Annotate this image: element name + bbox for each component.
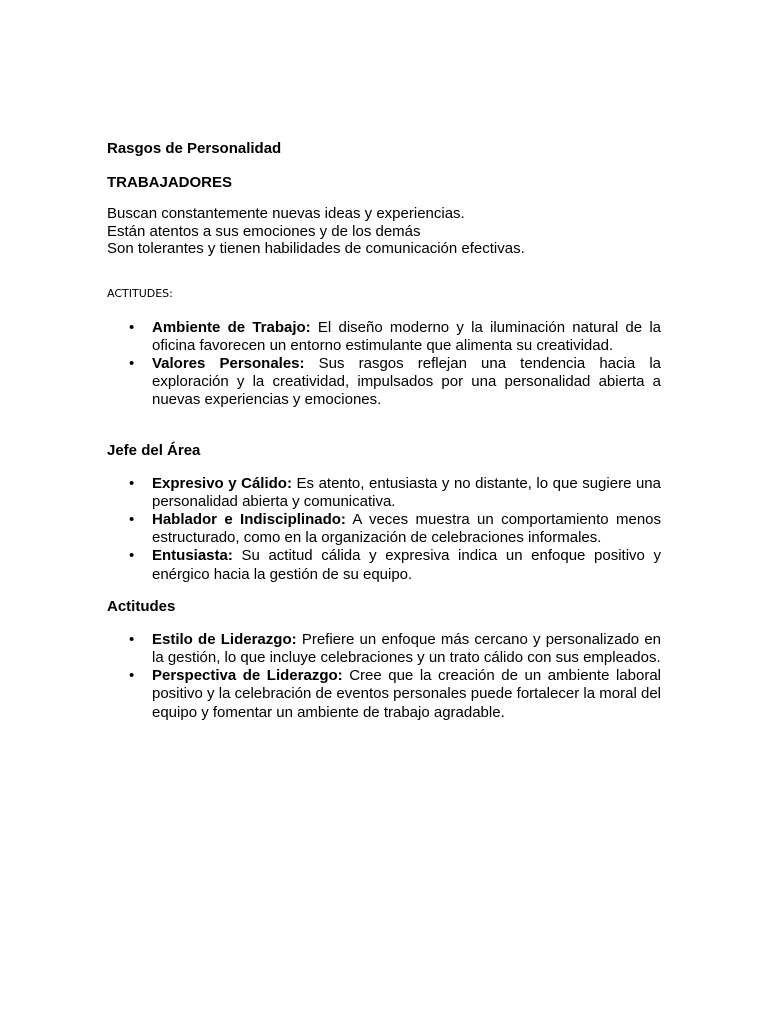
workers-traits xyxy=(107,205,661,258)
bullet-icon: • xyxy=(129,510,135,528)
list-item-term: Expresivo y Cálido: xyxy=(152,474,292,492)
list-item-text: Sus rasgos reflejan una tendencia hacia la exploración y la creatividad, impulsados por una personalidad abierta a nuevas experiencias y emociones. xyxy=(152,354,661,409)
bullet-icon: • xyxy=(129,354,135,372)
list-item-text: Cree que la creación de un ambiente laboral positivo y la celebración de eventos personales puede fortalecer la moral del equipo y fomentar un ambiente de trabajo agradable. xyxy=(152,667,661,721)
list-item-term: Entusiasta: xyxy=(152,547,233,565)
boss-attitudes-heading: Actitudes xyxy=(107,597,176,615)
bullet-icon: • xyxy=(129,547,135,565)
workers-trait-line: Son tolerantes y tienen habilidades de comunicación efectivas. xyxy=(107,240,525,257)
list-item-term: Perspectiva de Liderazgo: xyxy=(152,667,343,685)
boss-attitudes-list xyxy=(107,631,661,722)
list-item xyxy=(107,547,661,583)
list-item-text: El diseño moderno y la iluminación natural de la oficina favorecen un entorno estimulante que alimenta su creatividad. xyxy=(152,318,661,354)
list-item xyxy=(107,511,661,547)
document-content xyxy=(107,139,661,722)
boss-heading: Jefe del Área xyxy=(107,441,201,459)
list-item-term: Ambiente de Trabajo: xyxy=(152,318,311,336)
list-item-text: Prefiere un enfoque más cercano y personalizado en la gestión, lo que incluye celebraciones y un trato cálido con sus empleados. xyxy=(152,630,661,666)
list-item-term: Estilo de Liderazgo: xyxy=(152,630,297,648)
list-item xyxy=(107,319,661,355)
workers-attitudes-label: ACTITUDES: xyxy=(107,286,173,300)
bullet-icon: • xyxy=(129,318,135,336)
list-item-text: Su actitud cálida y expresiva indica un enfoque positivo y enérgico hacia la gestión de su equipo. xyxy=(152,547,661,583)
list-item xyxy=(107,631,661,667)
list-item-term: Hablador e Indisciplinado: xyxy=(152,510,346,528)
workers-heading: TRABAJADORES xyxy=(107,174,233,191)
boss-traits-list xyxy=(107,475,661,584)
document-title: Rasgos de Personalidad xyxy=(107,140,282,157)
list-item xyxy=(107,475,661,511)
list-item-text: A veces muestra un comportamiento menos estructurado, como en la organización de celebraciones informales. xyxy=(152,510,661,547)
bullet-icon: • xyxy=(129,667,135,685)
workers-attitudes-list xyxy=(107,319,661,410)
workers-trait-line: Están atentos a sus emociones y de los demás xyxy=(107,222,421,240)
bullet-icon: • xyxy=(129,630,135,648)
list-item xyxy=(107,355,661,410)
bullet-icon: • xyxy=(129,474,135,492)
list-item-text: Es atento, entusiasta y no distante, lo que sugiere una personalidad abierta y comunicativa. xyxy=(152,474,661,510)
workers-trait-line: Buscan constantemente nuevas ideas y experiencias. xyxy=(107,205,465,222)
list-item-term: Valores Personales: xyxy=(152,354,305,372)
list-item xyxy=(107,667,661,722)
